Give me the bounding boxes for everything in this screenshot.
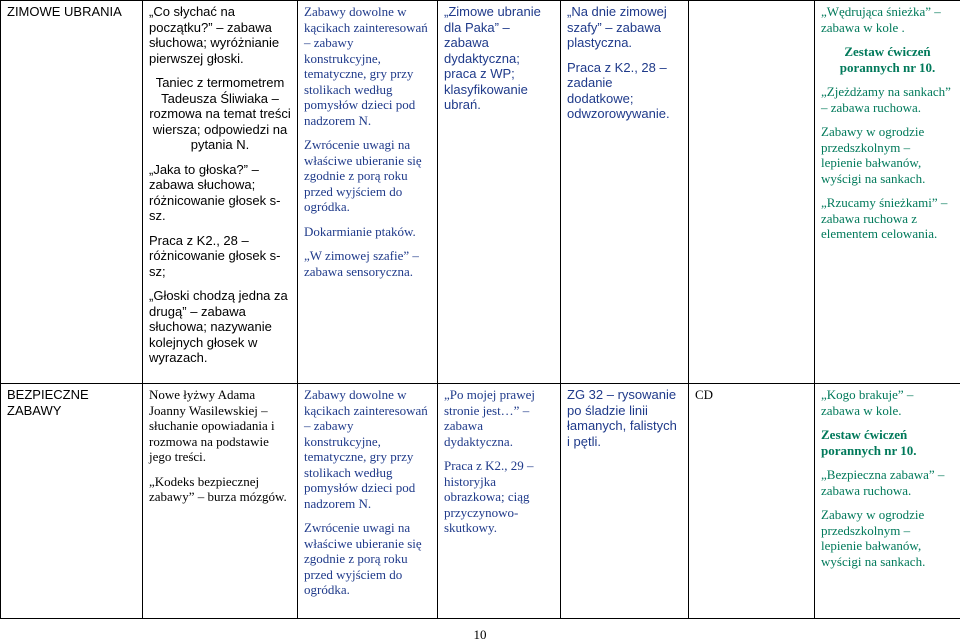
activity-text: [821, 44, 954, 75]
activity-text: Zabawy w ogrodzie przedszkolnym – lepienie bałwanów, wyścigi na sankach.: [821, 507, 926, 569]
activity-text: CD: [695, 387, 714, 402]
activity-text: ZG 32 – rysowanie po śladzie linii łamanych, falistych i pętli.: [567, 387, 677, 449]
music-activities-cell: [689, 384, 815, 619]
free-play-cell: [298, 384, 438, 619]
activity-text: „Co słychać na początku?” – zabawa słuchowa; wyróżnianie pierwszej głoski.: [149, 4, 280, 66]
activity-text: „Zimowe ubranie dla Paka” – zabawa dydaktyczna; praca z WP; klasyfikowanie ubrań.: [444, 4, 541, 112]
activity-text: Nowe łyżwy Adama Joanny Wasilewskiej – słuchanie opowiadania i rozmowa na podstawie jego treści.: [149, 387, 275, 464]
activity-text: Zabawy w ogrodzie przedszkolnym – lepienie bałwanów, wyścigi na sankach.: [821, 124, 926, 186]
activity-text: Taniec z termometrem Tadeusza Śliwiaka – rozmowa na temat treści wiersza; odpowiedzi na pytania N.: [149, 75, 291, 152]
activity-text: Praca z K2., 29 – historyjka obrazkowa; ciąg przyczynowo-skutkowy.: [444, 458, 534, 535]
movement-activities-cell: [815, 384, 960, 619]
activity-text: Zabawy dowolne w kącikach zainteresowań – zabawy konstrukcyjne, tematyczne, gry przy stolikach według pomysłów dzieci pod nadzorem N.: [304, 4, 428, 128]
language-activities-cell: [143, 384, 298, 619]
activity-text: „Wędrująca śnieżka” – zabawa w kole .: [821, 4, 941, 35]
activity-text: Zwrócenie uwagi na właściwe ubieranie się zgodnie z porą roku przed wyjściem do ogródka.: [304, 520, 422, 597]
topic-cell: [1, 384, 143, 619]
activity-text: „Zjeżdżamy na sankach” – zabawa ruchowa.: [821, 84, 951, 115]
topic-label: BEZPIECZNE ZABAWY: [7, 387, 89, 418]
activity-text: „Kogo brakuje” – zabawa w kole.: [821, 387, 914, 418]
table-row: [1, 1, 960, 384]
table-row: [1, 384, 960, 619]
activity-text: Zwrócenie uwagi na właściwe ubieranie się zgodnie z porą roku przed wyjściem do ogródka.: [304, 137, 422, 214]
music-activities-cell: [689, 1, 815, 384]
activity-text: Dokarmianie ptaków.: [304, 223, 416, 239]
activity-text: Praca z K2., 28 – zadanie dodatkowe; odwzorowywanie.: [567, 59, 670, 121]
exercise-set-label: Zestaw ćwiczeń porannych nr 10.: [839, 44, 936, 75]
topic-cell: [1, 1, 143, 384]
activity-text: „Bezpieczna zabawa” – zabawa ruchowa.: [821, 467, 945, 498]
math-activities-cell: [438, 1, 561, 384]
activity-text: „Po mojej prawej stronie jest…” – zabawa dydaktyczna.: [444, 387, 535, 449]
topic-label: ZIMOWE UBRANIA: [7, 4, 122, 19]
math-activities-cell: [438, 384, 561, 619]
activity-text: „Kodeks bezpiecznej zabawy” – burza mózgów.: [149, 473, 287, 504]
art-activities-cell: [561, 1, 689, 384]
activity-text: „Jaka to głoska?” – zabawa słuchowa; różnicowanie głosek s-sz.: [149, 161, 281, 223]
activity-text: [149, 387, 291, 465]
activity-text: „Głoski chodzą jedna za drugą” – zabawa słuchowa; nazywanie kolejnych głosek w wyrazach.: [149, 288, 288, 365]
page-number: 10: [473, 627, 487, 642]
movement-activities-cell: [815, 1, 960, 384]
free-play-cell: [298, 1, 438, 384]
art-activities-cell: [561, 384, 689, 619]
language-activities-cell: [143, 1, 298, 384]
activity-text: „W zimowej szafie” – zabawa sensoryczna.: [304, 248, 419, 279]
activity-text: Praca z K2., 28 – różnicowanie głosek s-sz;: [149, 232, 281, 279]
activity-text: „Na dnie zimowej szafy” – zabawa plastyczna.: [567, 4, 667, 50]
activity-text: „Rzucamy śnieżkami” – zabawa ruchowa z elementem celowania.: [821, 195, 948, 241]
exercise-set-label: Zestaw ćwiczeń porannych nr 10.: [821, 427, 917, 458]
activity-text: Zabawy dowolne w kącikach zainteresowań – zabawy konstrukcyjne, tematyczne, gry przy stolikach według pomysłów dzieci pod nadzorem N.: [304, 387, 428, 511]
activity-text: [821, 427, 954, 458]
